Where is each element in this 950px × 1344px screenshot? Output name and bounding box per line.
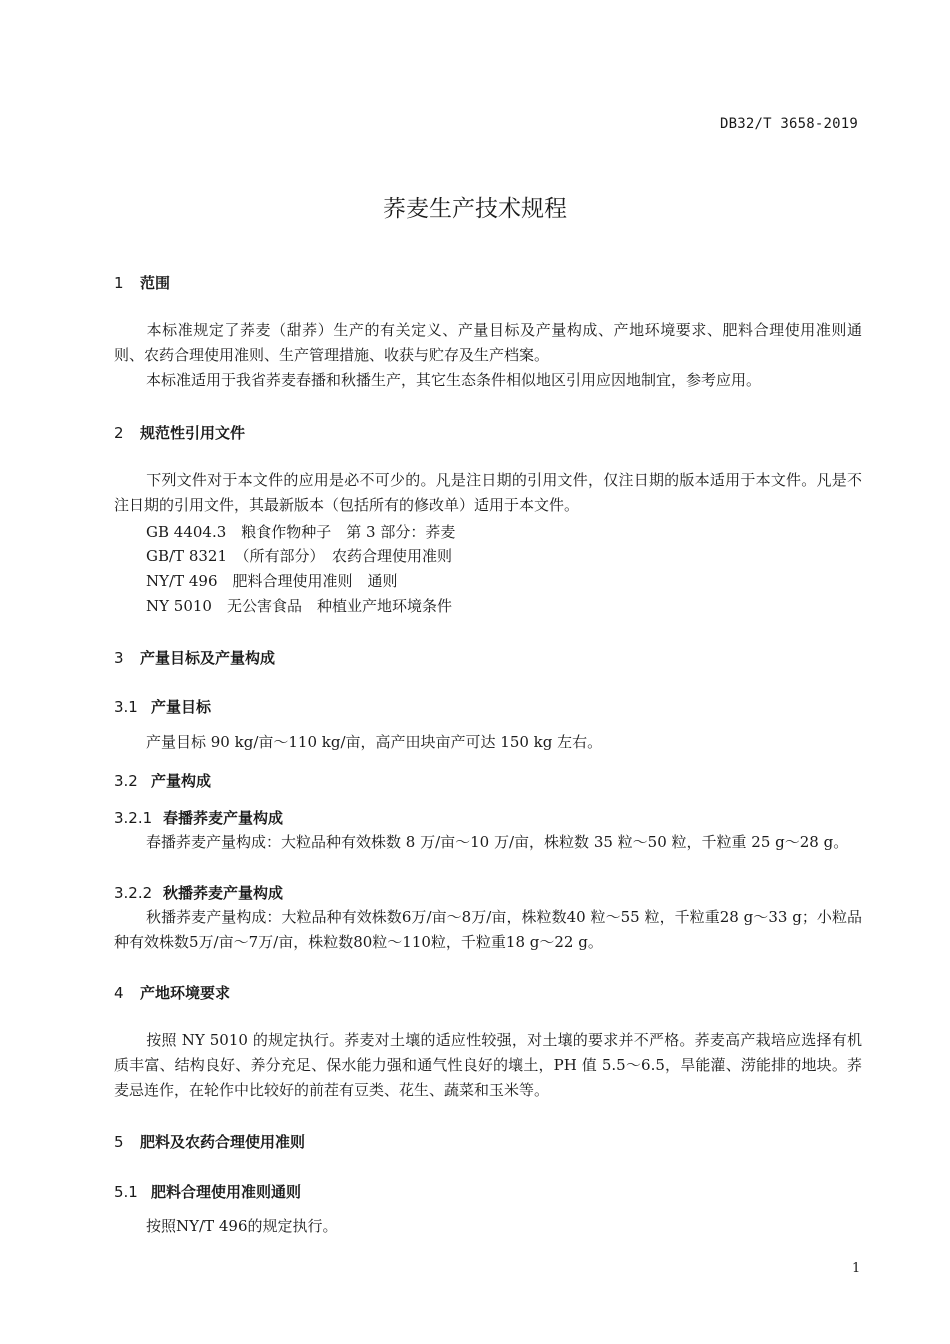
section-title: 产量目标	[151, 698, 212, 716]
section-title: 肥料合理使用准则通则	[151, 1183, 302, 1201]
paragraph	[114, 1028, 862, 1103]
paragraph	[114, 830, 862, 855]
section-number: 2	[114, 424, 124, 442]
paragraph	[114, 468, 862, 518]
subsection-heading-5-1	[114, 1181, 301, 1202]
paragraph	[114, 318, 862, 368]
section-heading-2	[114, 422, 245, 443]
paragraph	[114, 368, 862, 393]
section-title: 产量构成	[151, 772, 212, 790]
section-number: 4	[114, 984, 124, 1002]
paragraph	[114, 1214, 862, 1239]
section-number: 3.2.2	[114, 884, 153, 902]
paragraph-text: 下列文件对于本文件的应用是必不可少的。凡是注日期的引用文件，仅注日期的版本适用于本文件。凡是不注日期的引用文件，其最新版本（包括所有的修改单）适用于本文件。	[114, 471, 862, 514]
document-title: 荞麦生产技术规程	[383, 196, 567, 222]
paragraph-text: 秋播荞麦产量构成：大粒品种有效株数6万/亩～8万/亩，株粒数40 粒～55 粒，千粒重28 g～33 g；小粒品种有效株数5万/亩～7万/亩，株粒数80粒～110粒，千粒重18 g～22 g。	[114, 908, 862, 951]
section-title: 产地环境要求	[140, 984, 231, 1002]
paragraph-text: 产量目标 90 kg/亩～110 kg/亩，高产田块亩产可达 150 kg 左右。	[146, 733, 603, 751]
section-title: 肥料及农药合理使用准则	[140, 1133, 306, 1151]
paragraph-text: 本标准规定了荞麦（甜荞）生产的有关定义、产量目标及产量构成、产地环境要求、肥料合理使用准则通则、农药合理使用准则、生产管理措施、收获与贮存及生产档案。	[114, 321, 862, 364]
section-number: 3	[114, 649, 124, 667]
subsection-heading-3-2-2	[114, 882, 283, 903]
paragraph	[114, 905, 862, 955]
reference-item: GB/T 8321 （所有部分） 农药合理使用准则	[146, 547, 453, 565]
section-title: 范围	[140, 274, 171, 292]
subsection-heading-3-1	[114, 696, 211, 717]
reference-item: NY/T 496 肥料合理使用准则 通则	[146, 572, 398, 590]
section-number: 3.1	[114, 698, 138, 716]
page-number: 1	[852, 1261, 861, 1276]
paragraph-text: 按照 NY 5010 的规定执行。荞麦对土壤的适应性较强，对土壤的要求并不严格。荞麦高产栽培应选择有机质丰富、结构良好、养分充足、保水能力强和通气性良好的壤土，PH 值 5.5～6.5，旱能灌、涝能排的地块。荞麦忌连作，在轮作中比较好的前茬有豆类、花生、蔬菜和玉米等。	[114, 1031, 862, 1099]
document-code: DB32/T 3658-2019	[719, 116, 858, 132]
reference-item: NY 5010 无公害食品 种植业产地环境条件	[146, 597, 452, 615]
section-title: 春播荞麦产量构成	[163, 809, 284, 827]
section-number: 3.2.1	[114, 809, 153, 827]
section-number: 5	[114, 1133, 124, 1151]
section-title: 产量目标及产量构成	[140, 649, 276, 667]
paragraph-text: 按照NY/T 496的规定执行。	[146, 1217, 338, 1235]
section-number: 5.1	[114, 1183, 138, 1201]
section-heading-1	[114, 272, 170, 293]
reference-item: GB 4404.3 粮食作物种子 第 3 部分：荞麦	[146, 523, 456, 541]
paragraph	[114, 730, 862, 755]
section-title: 规范性引用文件	[140, 424, 246, 442]
section-heading-3	[114, 647, 275, 668]
section-heading-4	[114, 982, 230, 1003]
subsection-heading-3-2	[114, 770, 211, 791]
subsection-heading-3-2-1	[114, 807, 283, 828]
paragraph-text: 本标准适用于我省荞麦春播和秋播生产，其它生态条件相似地区引用应因地制宜，参考应用。	[146, 371, 762, 389]
section-heading-5	[114, 1131, 305, 1152]
section-number: 1	[114, 274, 124, 292]
section-number: 3.2	[114, 772, 138, 790]
section-title: 秋播荞麦产量构成	[163, 884, 284, 902]
paragraph-text: 春播荞麦产量构成：大粒品种有效株数 8 万/亩～10 万/亩，株粒数 35 粒～50 粒，千粒重 25 g～28 g。	[146, 833, 849, 851]
